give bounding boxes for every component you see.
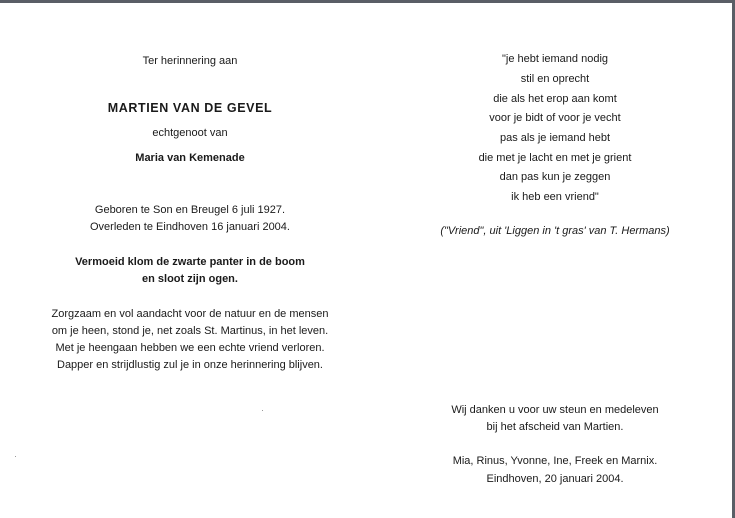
thanks-line: bij het afscheid van Martien. [486,421,624,433]
poem-line: ik heb een vriend" [511,191,599,203]
poem-line: dan pas kun je zeggen [499,171,611,183]
quote-line: Vermoeid klom de zwarte panter in de boom [75,256,305,268]
deceased-name: MARTIEN VAN DE GEVEL [107,101,273,115]
birth-text: Geboren te Son en Breugel 6 juli 1927. [94,204,286,216]
poem-line: die met je lacht en met je grient [478,152,632,164]
memorial-card [0,3,732,518]
tribute-line: Zorgzaam en vol aandacht voor de natuur en de mensen [51,308,329,320]
poem-line: voor je bidt of voor je vecht [489,112,621,124]
tribute-line: Dapper en strijdlustig zul je in onze herinnering blijven. [57,359,323,371]
relation-text: echtgenoot van [152,127,228,139]
poem-line: "je hebt iemand nodig [501,53,609,65]
family-names: Mia, Rinus, Yvonne, Ine, Freek en Marnix. [452,455,658,467]
death-text: Overleden te Eindhoven 16 januari 2004. [90,221,290,233]
tribute-line: Met je heengaan hebben we een echte vriend verloren. [55,342,325,354]
quote-line: en sloot zijn ogen. [142,273,238,285]
poem-line: pas als je iemand hebt [499,132,611,144]
scan-speck [15,456,16,457]
poem-line: die als het erop aan komt [493,93,617,105]
intro-text: Ter herinnering aan [142,55,238,67]
spouse-name: Maria van Kemenade [135,152,245,164]
tribute-line: om je heen, stond je, net zoals St. Martinus, in het leven. [51,325,329,337]
poem-line: stil en oprecht [520,73,590,85]
thanks-line: Wij danken u voor uw steun en medeleven [451,404,659,416]
poem-source: ("Vriend", uit 'Liggen in 't gras' van T. Hermans) [440,225,670,237]
scan-speck [262,410,263,411]
place-date: Eindhoven, 20 januari 2004. [486,473,624,485]
